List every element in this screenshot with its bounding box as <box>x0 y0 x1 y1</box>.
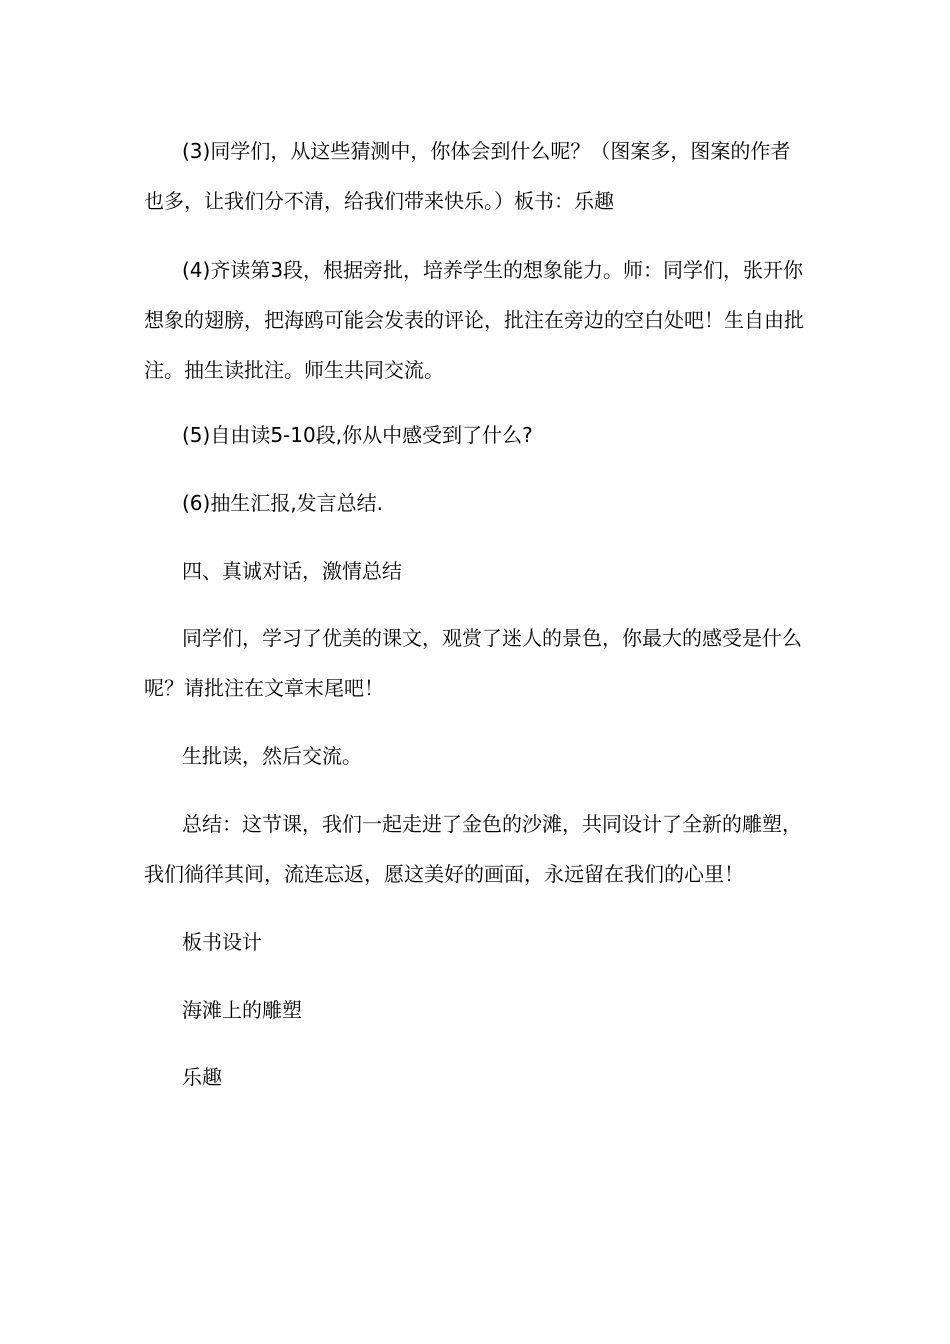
paragraph-step-4: (4)齐读第3段，根据旁批，培养学生的想象能力。师：同学们，张开你想象的翅膀，把海鸥可能会发表的评论，批注在旁边的空白处吧！生自由批注。抽生读批注。师生共同交流。 <box>144 258 804 382</box>
paragraph-step-6: (6)抽生汇报,发言总结. <box>182 491 384 515</box>
paragraph-summary: 总结：这节课，我们一起走进了金色的沙滩，共同设计了全新的雕塑，我们徜徉其间，流连忘返，愿这美好的画面，永远留在我们的心里！ <box>144 812 802 886</box>
paragraph-students-read: 生批读，然后交流。 <box>182 744 362 768</box>
board-design-heading: 板书设计 <box>182 930 262 954</box>
paragraph-step-5: (5)自由读5-10段,你从中感受到了什么? <box>182 423 533 447</box>
board-design-title: 海滩上的雕塑 <box>182 998 302 1022</box>
board-design-item: 乐趣 <box>182 1065 222 1089</box>
paragraph-step-3: (3)同学们，从这些猜测中，你体会到什么呢？（图案多，图案的作者也多，让我们分不清，给我们带来快乐。）板书：乐趣 <box>144 139 791 213</box>
section-heading-4: 四、真诚对话，激情总结 <box>182 559 402 583</box>
paragraph-question: 同学们，学习了优美的课文，观赏了迷人的景色，你最大的感受是什么呢？请批注在文章末尾吧！ <box>144 626 802 700</box>
